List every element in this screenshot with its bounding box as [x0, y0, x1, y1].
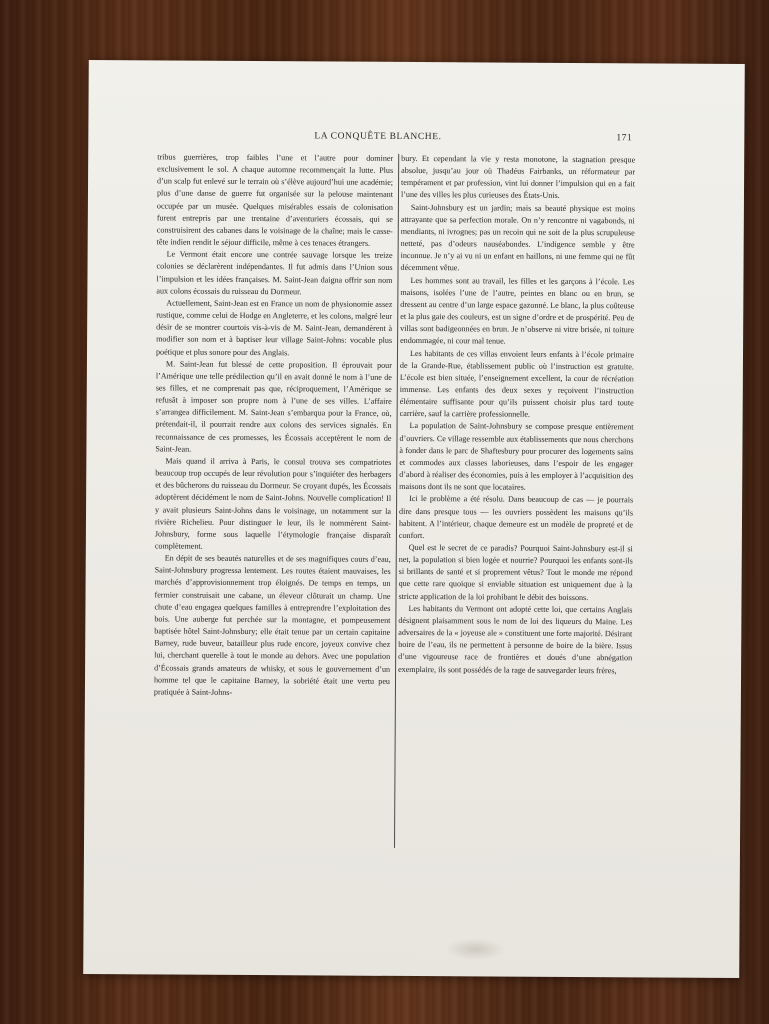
paragraph: Les habitants de ces villas envoient leurs enfants à l’école primaire de la Grande-Rue, établissement public où l’instruction est gratuite. L’école est bien située, l’enseignement excellent, la cour de récréation immense. Les enfants des deux sexes y reçoivent l’instruction élémentaire suffisante pour qu’ils puissent choisir plus tard toute carrière, sauf la carrière professionnelle.	[399, 348, 635, 419]
paragraph: En dépit de ses beautés naturelles et de ses magnifiques cours d’eau, Saint-Johnsbury progressa lentement. Les routes étaient mauvaises, les marchés d’approvisionnement trop éloignés. De temps en temps, un fermier construisait une cabane, un éleveur clôturait un champ. Une chute d’eau engagea quelques familles à entreprendre l’exploitation des bois. Une auberge fut perchée sur la montagne, et pompeusement baptisée hôtel Saint-Johnsbury; elle était tenue par un certain capitaine Barney, rude buveur, batailleur plus rude encore, joyeux convive chez lui, cherchant querelle à tout le monde au dehors. Avec une population d’Écossais grands amateurs de whisky, et sous le gouvernement d’un homme tel que le capitaine Barney, la sobriété était une vertu peu pratiquée à Saint-Johns-	[153, 553, 391, 697]
running-title: LA CONQUÊTE BLANCHE.	[314, 131, 442, 143]
paragraph: bury. Et cependant la vie y resta monotone, la stagnation presque absolue, jusqu’au jour où Thadéus Fairbanks, un réformateur par tempérament et par profession, vint lui donner l’impulsion qui en a fait l’une des villes les plus curieuses des États-Unis.	[400, 153, 636, 201]
right-column	[397, 153, 635, 854]
paragraph: Actuellement, Saint-Jean est en France un nom de physionomie assez rustique, comme celui de Hodge en Angleterre, et les colons, malgré leur désir de se montrer courtois vis-à-vis de M. Saint-Jean, demandèrent à modifier son nom et à baptiser leur village Saint-Johns: vocable plus poétique et plus sonore pour des Anglais.	[155, 298, 393, 357]
running-head	[88, 130, 744, 148]
left-column	[153, 151, 393, 852]
paragraph: Les hommes sont au travail, les filles et les garçons à l’école. Les maisons, isolées l’une de l’autre, peintes en blanc ou en brun, se dressent au centre d’un large espace gazonné. Le blanc, la plus coûteuse et la plus gaie des couleurs, est un signe d’ordre et de prospérité. Peu de villas sont badigeonnées en brun. Je n’observe ni vitre brisée, ni toiture endommagée, ni cour mal tenue.	[400, 275, 635, 346]
paragraph: tribus guerrières, trop faibles l’une et l’autre pour dominer exclusivement le sol. A chaque automne recommençait la lutte. Plus d’un scalp fut enlevé sur le terrain où s’élève aujourd’hui une académie; plus d’une danse de guerre fut organisée sur la pelouse maintenant occupée par un musée. Quelques misérables essais de colonisation furent entrepris par une trentaine d’aventuriers écossais, qui se construisirent des cabanes dans le voisinage de la chaîne; mais le casse-tête indien rendit le séjour difficile, même à ces tenaces étrangers.	[156, 152, 394, 248]
printed-page	[83, 60, 745, 978]
paragraph: Mais quand il arriva à Paris, le consul trouva ses compatriotes beaucoup trop occupés de leur révolution pour s’inquiéter des herbagers et des bûcherons du ruisseau du Dormeur. Se croyant dupés, les Écossais adoptèrent décidément le nom de Saint-Johns. Nouvelle complication! Il y avait plusieurs Saint-Johns dans le voisinage, un notamment sur la rivière Richelieu. Pour distinguer le leur, ils le nommèrent Saint-Johnsbury, forme sous laquelle l’étymologie française disparaît complètement.	[154, 456, 392, 551]
paragraph: M. Saint-Jean fut blessé de cette proposition. Il éprouvait pour l’Amérique une telle prédilection qu’il en avait donné le nom à l’une de ses filles, et ne comprenait pas que, réciproquement, l’Amérique se refusât à imposer son propre nom à l’une de ses villes. L’affaire s’arrangea difficilement. M. Saint-Jean s’embarqua pour la France, où, prétendait-il, il pourrait rendre aux colons des services signalés. En reconnaissance de ces promesses, les Écossais acceptèrent le nom de Saint-Jean.	[155, 359, 392, 454]
paragraph: Le Vermont était encore une contrée sauvage lorsque les treize colonies se déclarèrent indépendantes. Il fut admis dans l’Union sous l’impulsion et les idées françaises. M. Saint-Jean daigna offrir son nom aux colons écossais du ruisseau du Dormeur.	[156, 249, 393, 297]
paper-stain	[445, 938, 505, 960]
paragraph: Les habitants du Vermont ont adopté cette loi, que certains Anglais désignent plaisamment sous le nom de loi des liqueurs du Maine. Les adversaires de la « joyeuse ale » constituent une forte majorité. Désirant boire de l’eau, ils ne permettent à personne de boire de la bière. Issus d’une vigoureuse race de frontières et doués d’une abnégation exemplaire, ils sont possédés de la rage de sauvegarder leurs frères,	[398, 603, 633, 675]
paragraph: Ici le problème a été résolu. Dans beaucoup de cas — je pourrais dire dans presque tous — les ouvriers possèdent les maisons qu’ils habitent. A l’intérieur, chaque demeure est un modèle de propreté et de confort.	[398, 494, 634, 540]
paragraph: La population de Saint-Johnsbury se compose presque entièrement d’ouvriers. Ce village ressemble aux établissements que nous cherchons à fonder dans le parc de Shaftesbury pour procurer des logements sains et commodes aux classes laborieuses, dans l’espoir de les engager d’abord à réaliser des économies, puis à les employer à l’acquisition des maisons dont ils ne sont que locataires.	[399, 421, 634, 492]
paragraph: Saint-Johnsbury est un jardin; mais sa beauté physique est moins attrayante que sa perfection morale. On n’y rencontre ni vagabonds, ni mendiants, ni ivrognes; pas un recoin qui ne soit de la plus scrupuleuse netteté, pas d’odeurs nauséabondes. L’indigence semble y être inconnue. Je n’y ai vu ni un enfant en haillons, ni une femme qui ne fût décemment vêtue.	[400, 202, 635, 273]
paragraph: Quel est le secret de ce paradis? Pourquoi Saint-Johnsbury est-il si net, la population si bien logée et nourrie? Pourquoi les enfants sont-ils si brillants de santé et si proprement vêtus? Tout le monde me répond que cette rare quoique si enviable situation est uniquement due à la stricte application de la loi prohibant le débit des boissons.	[398, 542, 633, 602]
page-number: 171	[616, 133, 633, 144]
